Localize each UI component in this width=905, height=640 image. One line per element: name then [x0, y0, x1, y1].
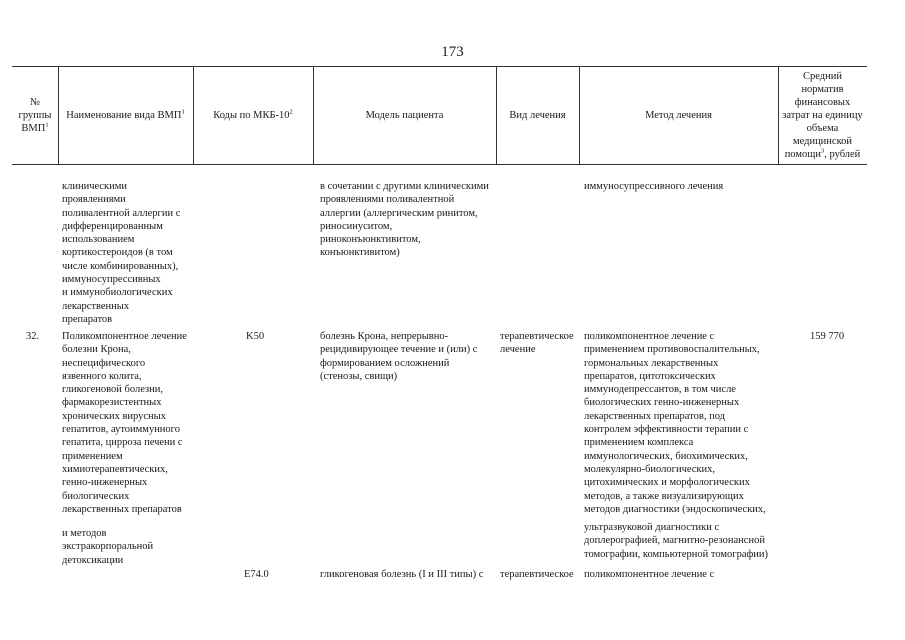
header-treatment-type: Вид лечения [509, 109, 566, 121]
header-bottom-border [12, 164, 867, 165]
header-vmp-name: Наименование вида ВМП$^1$ [66, 108, 185, 121]
header-patient-model: Модель пациента [365, 109, 444, 121]
row-32-icd-code: K50 [246, 331, 265, 342]
row-32-name-continued: и методов экстракорпоральной детоксикации [62, 528, 154, 566]
continuation-name-text: клиническими проявлениями поливалентной аллергии с дифференцированным использованием кортикостероидов (в том числе комбинированных), иммуносупрессивных и иммунобиологических лекарственных препаратов [62, 181, 181, 325]
header-average-cost: Средний норматив финансовых затрат на единицу объема медицинской помощи$^3$, рублей [782, 70, 863, 160]
continuation-method-text: иммуносупрессивного лечения [584, 181, 724, 192]
header-group-number: № группы ВМП$^1$ [18, 96, 52, 134]
page-number: 173 [441, 44, 464, 60]
row-32-number: 32. [26, 331, 40, 342]
header-icd-codes: Коды по МКБ-$10^2$ [213, 108, 293, 121]
row-e74-icd-code: E74.0 [244, 569, 269, 580]
row-32-treatment-type: терапевтическое лечение [500, 331, 574, 356]
row-e74-model-text: гликогеновая болезнь (I и III типы) с [320, 569, 484, 580]
row-32-cost: 159 770 [810, 331, 845, 342]
row-32-method-text: поликомпонентное лечение с применением противовоспалительных, гормональных лекарственных препаратов, цитотоксических иммунодепрессантов, в том числе биологических генно-инженерных лекарственных препаратов, под контролем эффективности терапии с применением комплекса иммунологических, биохимических, молекулярно-биологических, цитохимических и морфологических методов, а также визуализирующих методов диагностики (эндоскопических, [584, 331, 766, 515]
row-32-method-continued: ультразвуковой диагностики с доплерографией, магнитно-резонансной томографии, компьютерной томографии) [584, 522, 769, 560]
row-e74-method-text: поликомпонентное лечение с [584, 569, 715, 580]
row-32-name-text: Поликомпонентное лечение болезни Крона, неспецифического язвенного колита, гликогеновой болезни, фармакорезистентных хронических вирусных гепатитов, аутоиммунного гепатита, цирроза печени с применением химиотерапевтических, генно-инженерных биологических лекарственных препаратов [62, 331, 187, 515]
row-e74-treatment-type: терапевтическое [500, 569, 574, 580]
continuation-model-text: в сочетании с другими клиническими проявлениями поливалентной аллергии (аллергическим ринитом, риносинуситом, риноконъюнктивитом, конъюнктивитом) [320, 181, 489, 259]
row-32-model-text: болезнь Крона, непрерывно- рецидивирующее течение и (или) с формированием осложнений (стенозы, свищи) [320, 331, 478, 382]
header-treatment-method: Метод лечения [645, 109, 712, 121]
